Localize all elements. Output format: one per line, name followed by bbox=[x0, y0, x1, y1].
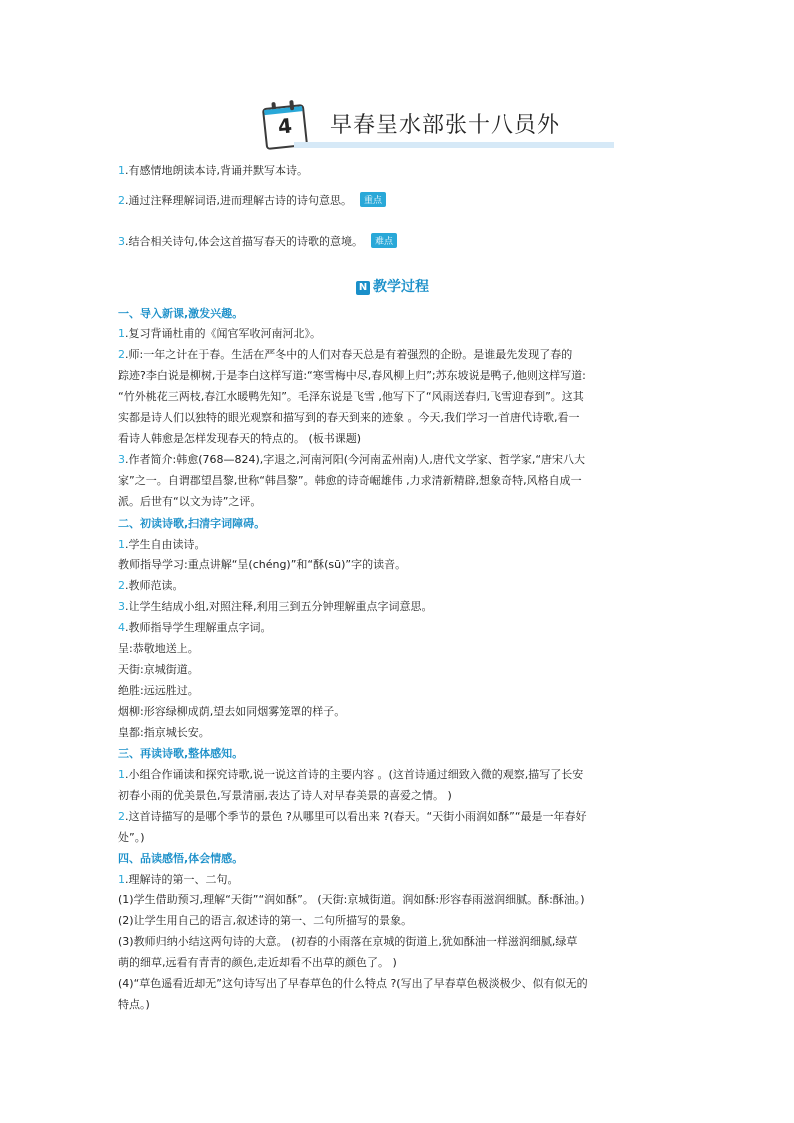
item-number: 3 bbox=[118, 453, 125, 466]
line-text: 萌的细草,远看有青青的颜色,走近却看不出草的颜色了。 ) bbox=[118, 956, 397, 969]
objective-text: .结合相关诗句,体会这首描写春天的诗歌的意境。 bbox=[125, 235, 363, 248]
line-text: 家”之一。自谓郡望昌黎,世称“韩昌黎”。韩愈的诗奇崛雄伟 ,力求清新精辟,想象奇特,风格自成一 bbox=[118, 474, 582, 487]
line-text: .小组合作诵读和探究诗歌,说一说这首诗的主要内容 。(这首诗通过细致入微的观察,描写了长安 bbox=[125, 768, 584, 781]
text-line bbox=[118, 810, 587, 824]
text-line bbox=[118, 474, 582, 488]
section-heading bbox=[356, 276, 429, 296]
objective-number: 2 bbox=[118, 194, 125, 207]
line-text: 初春小雨的优美景色,写景清丽,表达了诗人对早春美景的喜爱之情。 ) bbox=[118, 789, 452, 802]
text-line bbox=[118, 873, 239, 887]
objective-3 bbox=[118, 233, 397, 249]
title-underline bbox=[294, 142, 614, 148]
text-line bbox=[118, 579, 184, 593]
line-text: 踪迹?李白说是柳树,于是李白这样写道:“寒雪梅中尽,春风柳上归”;苏东坡说是鸭子,他则这样写道: bbox=[118, 369, 586, 382]
item-number: 1 bbox=[118, 873, 125, 886]
line-text: 天街:京城街道。 bbox=[118, 663, 199, 676]
line-text: 皇都:指京城长安。 bbox=[118, 726, 210, 739]
section-heading-text: 教学过程 bbox=[373, 279, 429, 295]
line-text: 特点。) bbox=[118, 998, 150, 1011]
objective-2 bbox=[118, 192, 386, 208]
item-number: 2 bbox=[118, 810, 125, 823]
line-text: .教师指导学生理解重点字词。 bbox=[125, 621, 272, 634]
line-text: (4)“草色遥看近却无”这句诗写出了早春草色的什么特点 ?(写出了早春草色极淡极少、似有似无的 bbox=[118, 977, 588, 990]
section-subheading bbox=[118, 307, 243, 321]
text-line bbox=[118, 390, 584, 404]
text-line bbox=[118, 348, 572, 362]
line-text: 呈:恭敬地送上。 bbox=[118, 642, 199, 655]
lesson-number: 4 bbox=[276, 113, 294, 139]
line-text: 看诗人韩愈是怎样发现春天的特点的。 (板书课题) bbox=[118, 432, 362, 445]
text-line bbox=[118, 453, 585, 467]
section-icon: N bbox=[356, 281, 370, 295]
line-text: .作者简介:韩愈(768—824),字退之,河南河阳(今河南孟州南)人,唐代文学家、哲学家,“唐宋八大 bbox=[125, 453, 586, 466]
line-text: 四、品读感悟,体会情感。 bbox=[118, 852, 244, 865]
text-line bbox=[118, 663, 199, 677]
text-line bbox=[118, 935, 577, 949]
item-number: 1 bbox=[118, 768, 125, 781]
text-line bbox=[118, 998, 150, 1012]
item-number: 2 bbox=[118, 348, 125, 361]
text-line bbox=[118, 327, 321, 341]
text-line bbox=[118, 789, 452, 803]
section-subheading bbox=[118, 747, 243, 761]
item-number: 4 bbox=[118, 621, 125, 634]
section-subheading bbox=[118, 517, 265, 531]
text-line bbox=[118, 642, 199, 656]
line-text: 二、初读诗歌,扫清字词障碍。 bbox=[118, 517, 266, 530]
line-text: .让学生结成小组,对照注释,利用三到五分钟理解重点字词意思。 bbox=[125, 600, 433, 613]
text-line bbox=[118, 977, 588, 991]
line-text: (1)学生借助预习,理解“天街”“润如酥”。 (天街:京城街道。润如酥:形容春雨滋润细腻。酥:酥油。) bbox=[118, 893, 585, 906]
objective-1 bbox=[118, 162, 308, 178]
line-text: (3)教师归纳小结这两句诗的大意。 (初春的小雨落在京城的街道上,犹如酥油一样滋润细腻,绿草 bbox=[118, 935, 578, 948]
line-text: 一、导入新课,激发兴趣。 bbox=[118, 307, 244, 320]
objective-text: .有感情地朗读本诗,背诵并默写本诗。 bbox=[125, 164, 308, 177]
objective-number: 3 bbox=[118, 235, 125, 248]
text-line bbox=[118, 684, 199, 698]
text-line bbox=[118, 893, 585, 907]
text-line bbox=[118, 411, 580, 425]
line-text: .教师范读。 bbox=[125, 579, 184, 592]
text-line bbox=[118, 831, 145, 845]
text-line bbox=[118, 432, 361, 446]
line-text: .复习背诵杜甫的《闻官军收河南河北》。 bbox=[125, 327, 321, 340]
text-line bbox=[118, 369, 586, 383]
line-text: .学生自由读诗。 bbox=[125, 538, 206, 551]
item-number: 2 bbox=[118, 579, 125, 592]
text-line bbox=[118, 726, 210, 740]
lesson-title bbox=[262, 102, 614, 150]
line-text: 三、再读诗歌,整体感知。 bbox=[118, 747, 244, 760]
line-text: 烟柳:形容绿柳成荫,望去如同烟雾笼罩的样子。 bbox=[118, 705, 346, 718]
line-text: 教师指导学习:重点讲解“呈(chéng)”和“酥(sū)”字的读音。 bbox=[118, 558, 407, 571]
objective-number: 1 bbox=[118, 164, 125, 177]
item-number: 3 bbox=[118, 600, 125, 613]
line-text: 派。后世有“以文为诗”之评。 bbox=[118, 495, 262, 508]
line-text: “竹外桃花三两枝,春江水暖鸭先知”。毛泽东说是飞雪 ,他写下了“风雨送春归,飞雪迎春到”。这其 bbox=[118, 390, 584, 403]
line-text: 实都是诗人们以独特的眼光观察和描写到的春天到来的迹象 。今天,我们学习一首唐代诗歌,看一 bbox=[118, 411, 580, 424]
line-text: .理解诗的第一、二句。 bbox=[125, 873, 239, 886]
line-text: 处”。) bbox=[118, 831, 145, 844]
item-number: 1 bbox=[118, 327, 125, 340]
text-line bbox=[118, 914, 412, 928]
text-line bbox=[118, 621, 272, 635]
text-line bbox=[118, 956, 397, 970]
text-line bbox=[118, 495, 261, 509]
section-subheading bbox=[118, 852, 243, 866]
line-text: .师:一年之计在于春。生活在严冬中的人们对春天总是有着强烈的企盼。是谁最先发现了春的 bbox=[125, 348, 573, 361]
line-text: 绝胜:远远胜过。 bbox=[118, 684, 199, 697]
item-number: 1 bbox=[118, 538, 125, 551]
objective-text: .通过注释理解词语,进而理解古诗的诗句意思。 bbox=[125, 194, 352, 207]
text-line bbox=[118, 705, 345, 719]
difficult-point-badge: 难点 bbox=[371, 233, 397, 248]
text-line bbox=[118, 600, 433, 614]
text-line bbox=[118, 538, 206, 552]
line-text: (2)让学生用自己的语言,叙述诗的第一、二句所描写的景象。 bbox=[118, 914, 413, 927]
key-point-badge: 重点 bbox=[360, 192, 386, 207]
line-text: .这首诗描写的是哪个季节的景色 ?从哪里可以看出来 ?(春天。“天街小雨润如酥”“最是一年春好 bbox=[125, 810, 587, 823]
lesson-title-text: 早春呈水部张十八员外 bbox=[330, 113, 561, 138]
text-line bbox=[118, 768, 583, 782]
text-line bbox=[118, 558, 406, 572]
